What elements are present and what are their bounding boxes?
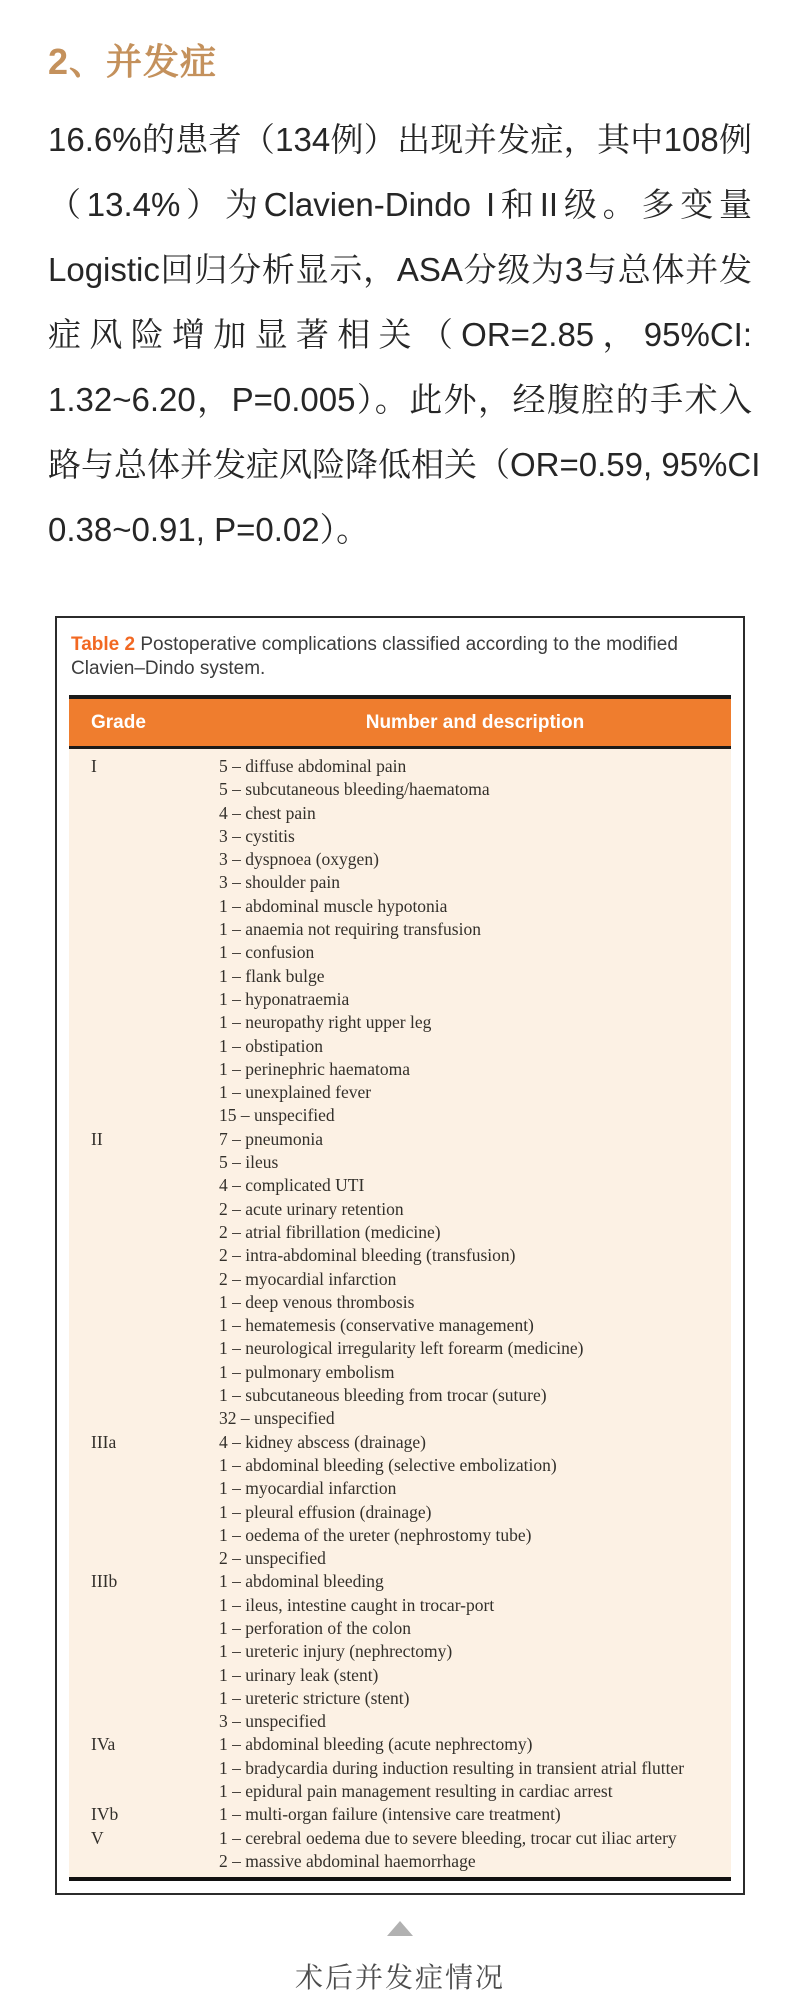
description-cell: 1 – deep venous thrombosis: [219, 1291, 415, 1312]
table-row: [69, 1827, 731, 1850]
grade-cell: [69, 1337, 219, 1360]
table-row: [69, 1710, 731, 1733]
description-cell: 2 – atrial fibrillation (medicine): [219, 1221, 441, 1242]
up-triangle-icon: [387, 1921, 413, 1936]
description-cell: 1 – ileus, intestine caught in trocar-port: [219, 1594, 495, 1615]
description-cell: 1 – neurological irregularity left forearm (medicine): [219, 1338, 584, 1359]
table-row: [69, 1687, 731, 1710]
grade-cell: [69, 1035, 219, 1058]
grade-cell: [69, 825, 219, 848]
description-cell: 1 – bradycardia during induction resulting in transient atrial flutter: [219, 1757, 685, 1778]
grade-cell: [69, 1174, 219, 1197]
table-bottom-rule: [69, 1877, 731, 1881]
grade-cell: [69, 1547, 219, 1570]
grade-cell: I: [91, 756, 97, 776]
description-cell: 1 – ureteric stricture (stent): [219, 1687, 410, 1708]
table-row: [69, 1244, 731, 1267]
description-cell: 1 – abdominal bleeding (selective embolization): [219, 1454, 557, 1475]
description-cell: 1 – perforation of the colon: [219, 1617, 411, 1638]
description-cell: 2 – intra-abdominal bleeding (transfusion): [219, 1245, 516, 1266]
description-cell: 2 – unspecified: [219, 1548, 326, 1569]
table-number-label: Table 2: [71, 634, 136, 655]
figure-caption-block: [48, 1921, 752, 1996]
table-row: [69, 1128, 731, 1151]
table-row: [69, 1780, 731, 1803]
grade-cell: [69, 1640, 219, 1663]
table-row: [69, 1547, 731, 1570]
description-cell: 1 – ureteric injury (nephrectomy): [219, 1641, 453, 1662]
description-cell: 2 – myocardial infarction: [219, 1268, 397, 1289]
paragraph-line: Logistic回归分析显示，ASA分级为3与总体并发: [48, 251, 752, 288]
description-cell: 4 – chest pain: [219, 802, 316, 823]
table-row: [69, 1081, 731, 1104]
table-row: [69, 755, 731, 778]
paragraph-line: 0.38~0.91, P=0.02）。: [48, 511, 370, 548]
grade-cell: [69, 871, 219, 894]
table-row: [69, 1198, 731, 1221]
table-row: [69, 871, 731, 894]
description-cell: 5 – ileus: [219, 1152, 279, 1173]
table-row: [69, 1314, 731, 1337]
grade-cell: [69, 1594, 219, 1617]
grade-cell: [69, 1687, 219, 1710]
table-row: [69, 778, 731, 801]
description-cell: 1 – neuropathy right upper leg: [219, 1012, 432, 1033]
grade-cell: [69, 1291, 219, 1314]
description-cell: 1 – anaemia not requiring transfusion: [219, 919, 481, 940]
grade-cell: [69, 1058, 219, 1081]
description-cell: 7 – pneumonia: [219, 1128, 324, 1149]
table-row: [69, 1757, 731, 1780]
description-cell: 1 – abdominal bleeding (acute nephrectomy): [219, 1734, 533, 1755]
table-header-row: [69, 695, 731, 749]
grade-cell: IVa: [91, 1734, 116, 1755]
grade-cell: [69, 1314, 219, 1337]
table-row: [69, 1477, 731, 1500]
description-cell: 1 – obstipation: [219, 1035, 324, 1056]
description-cell: 1 – epidural pain management resulting in cardiac arrest: [219, 1781, 613, 1802]
grade-cell: IVb: [91, 1804, 119, 1825]
description-cell: 4 – complicated UTI: [219, 1175, 365, 1196]
table-row: [69, 1664, 731, 1687]
table-row: [69, 1291, 731, 1314]
grade-cell: [69, 895, 219, 918]
description-cell: 1 – multi-organ failure (intensive care treatment): [219, 1804, 561, 1825]
description-cell: 1 – pulmonary embolism: [219, 1361, 395, 1382]
table-row: [69, 1035, 731, 1058]
table-row: [69, 1337, 731, 1360]
description-cell: 1 – abdominal muscle hypotonia: [219, 895, 448, 916]
description-cell: 1 – perinephric haematoma: [219, 1058, 410, 1079]
figure-caption: 术后并发症情况: [294, 1962, 505, 1994]
grade-cell: [69, 1384, 219, 1407]
grade-cell: [69, 988, 219, 1011]
grade-cell: [69, 1710, 219, 1733]
paragraph-line: 路与总体并发症风险降低相关（OR=0.59, 95%CI: [48, 446, 761, 483]
grade-cell: V: [91, 1827, 104, 1848]
table-row: [69, 848, 731, 871]
table-row: [69, 1850, 731, 1873]
table-row: [69, 895, 731, 918]
grade-cell: [69, 1081, 219, 1104]
table-figure: [55, 616, 745, 1895]
body-paragraph: [48, 107, 761, 562]
table-row: [69, 1454, 731, 1477]
grade-cell: II: [91, 1128, 103, 1149]
section-heading: 2、并发症: [48, 41, 218, 82]
grade-cell: [69, 1407, 219, 1430]
description-cell: 1 – flank bulge: [219, 965, 325, 986]
table-row: [69, 1151, 731, 1174]
description-cell: 3 – cystitis: [219, 825, 295, 846]
grade-cell: [69, 1221, 219, 1244]
description-cell: 1 – urinary leak (stent): [219, 1664, 379, 1685]
grade-cell: [69, 1850, 219, 1873]
grade-cell: [69, 1198, 219, 1221]
table-row: [69, 1501, 731, 1524]
table-row: [69, 941, 731, 964]
table-row: [69, 1174, 731, 1197]
table-row: [69, 1524, 731, 1547]
table-body: [69, 749, 731, 1877]
table-row: [69, 1640, 731, 1663]
table-row: [69, 825, 731, 848]
table-row: [69, 1594, 731, 1617]
table-row: [69, 1617, 731, 1640]
column-header-grade: Grade: [91, 711, 146, 733]
paragraph-line: （13.4%）为Clavien-Dindo I和II级。多变量: [48, 186, 752, 223]
description-cell: 5 – diffuse abdominal pain: [219, 756, 407, 776]
table-row: [69, 1733, 731, 1756]
description-cell: 2 – acute urinary retention: [219, 1198, 404, 1219]
grade-cell: [69, 941, 219, 964]
paragraph-line: 16.6%的患者（134例）出现并发症，其中108例: [48, 121, 752, 158]
description-cell: 1 – unexplained fever: [219, 1082, 372, 1103]
grade-cell: [69, 778, 219, 801]
description-cell: 1 – confusion: [219, 942, 315, 963]
table-row: [69, 1011, 731, 1034]
column-header-number-description: Number and description: [365, 711, 585, 733]
table-row: [69, 802, 731, 825]
table-row: [69, 1407, 731, 1430]
grade-cell: [69, 1011, 219, 1034]
grade-cell: [69, 1268, 219, 1291]
description-cell: 1 – oedema of the ureter (nephrostomy tube): [219, 1524, 532, 1545]
table-row: [69, 1058, 731, 1081]
grade-cell: [69, 1151, 219, 1174]
description-cell: 15 – unspecified: [219, 1105, 335, 1126]
description-cell: 1 – pleural effusion (drainage): [219, 1501, 432, 1522]
description-cell: 5 – subcutaneous bleeding/haematoma: [219, 779, 490, 800]
grade-cell: [69, 1664, 219, 1687]
grade-cell: [69, 848, 219, 871]
table-row: [69, 1361, 731, 1384]
table-row: [69, 988, 731, 1011]
grade-cell: [69, 1361, 219, 1384]
table-row: [69, 965, 731, 988]
grade-cell: [69, 802, 219, 825]
grade-cell: [69, 1244, 219, 1267]
description-cell: 2 – massive abdominal haemorrhage: [219, 1850, 476, 1871]
description-cell: 3 – unspecified: [219, 1711, 326, 1732]
table-row: [69, 1803, 731, 1826]
grade-cell: [69, 1757, 219, 1780]
table-row: [69, 1221, 731, 1244]
paragraph-line: 1.32~6.20，P=0.005）。此外，经腹腔的手术入: [48, 381, 752, 418]
grade-cell: [69, 918, 219, 941]
grade-cell: [69, 1501, 219, 1524]
description-cell: 1 – abdominal bleeding: [219, 1571, 384, 1592]
grade-cell: IIIb: [91, 1571, 118, 1592]
description-cell: 32 – unspecified: [219, 1408, 335, 1429]
table-row: [69, 1104, 731, 1127]
table-row: [69, 1384, 731, 1407]
paragraph-line: 症风险增加显著相关（OR=2.85，95%CI:: [48, 316, 752, 353]
description-cell: 4 – kidney abscess (drainage): [219, 1431, 427, 1452]
table-title: [69, 630, 731, 695]
grade-cell: [69, 1104, 219, 1127]
table-row: [69, 1431, 731, 1454]
table-row: [69, 1268, 731, 1291]
grade-cell: [69, 1477, 219, 1500]
grade-cell: [69, 1780, 219, 1803]
description-cell: 1 – cerebral oedema due to severe bleeding, trocar cut iliac artery: [219, 1827, 677, 1848]
grade-cell: [69, 1524, 219, 1547]
description-cell: 3 – shoulder pain: [219, 872, 341, 893]
table-row: [69, 1570, 731, 1593]
description-cell: 1 – hyponatraemia: [219, 988, 350, 1009]
description-cell: 1 – hematemesis (conservative management): [219, 1315, 534, 1336]
grade-cell: [69, 1617, 219, 1640]
description-cell: 3 – dyspnoea (oxygen): [219, 849, 379, 870]
grade-cell: [69, 965, 219, 988]
table-title-text: Postoperative complications classified according to the modified Clavien–Dindo system.: [71, 634, 678, 679]
grade-cell: IIIa: [91, 1431, 117, 1452]
grade-cell: [69, 1454, 219, 1477]
description-cell: 1 – myocardial infarction: [219, 1478, 397, 1499]
table-row: [69, 918, 731, 941]
description-cell: 1 – subcutaneous bleeding from trocar (suture): [219, 1385, 547, 1406]
